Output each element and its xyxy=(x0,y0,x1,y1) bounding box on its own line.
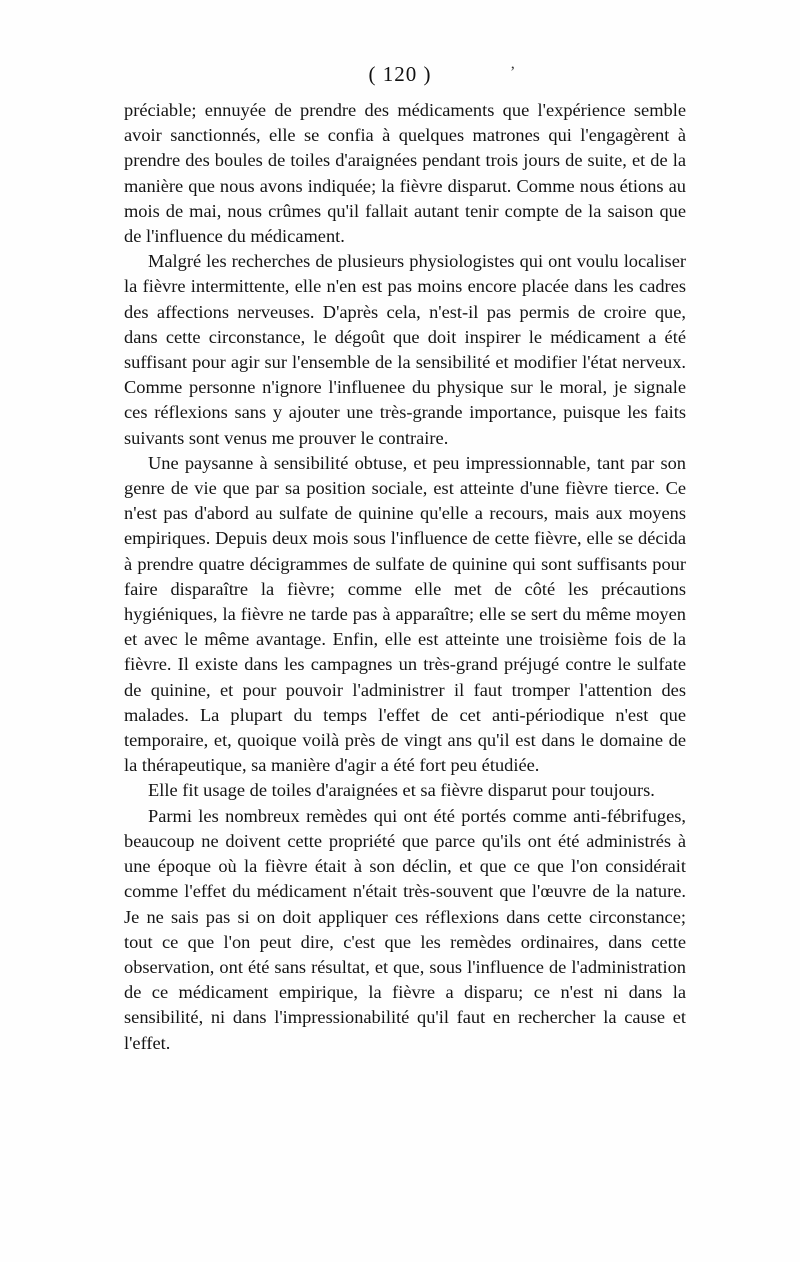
paragraph-5: Parmi les nombreux remèdes qui ont été portés comme anti-fébrifuges, beaucoup ne doivent cette propriété que parce qu'ils ont été administrés à une époque où la fièvre était à son déclin, et que ce que l'on considérait comme l'effet du médicament n'était très-souvent que l'œuvre de la nature. Je ne sais pas si on doit appliquer ces réflexions dans cette circonstance; tout ce que l'on peut dire, c'est que les remèdes ordinaires, dans cette observation, ont été sans résultat, et que, sous l'influence de l'administration de ce médicament empirique, la fièvre a disparu; ce n'est ni dans la sensibilité, ni dans l'impressionabilité qu'il faut en rechercher la cause et l'effet. xyxy=(124,805,686,1053)
paragraph-1: préciable; ennuyée de prendre des médicaments que l'expérience semble avoir sanctionnés, elle se confia à quelques matrones qui l'engagèrent à prendre des boules de toiles d'araignées pendant trois jours de suite, et de la manière que nous avons indiquée; la fièvre disparut. Comme nous étions au mois de mai, nous crûmes qu'il fallait autant tenir compte de la saison que de l'influence du médicament. xyxy=(124,100,686,247)
paragraph-3: Une paysanne à sensibilité obtuse, et peu impressionnable, tant par son genre de vie que par sa position sociale, est atteinte d'une fièvre tierce. Ce n'est pas d'abord au sulfate de quinine qu'elle a recours, mais aux moyens empiriques. Depuis deux mois sous l'influence de cette fièvre, elle se décida à prendre quatre décigrammes de sulfate de quinine qui sont suffisants pour faire disparaître la fièvre; comme elle met de côté les précautions hygiéniques, la fièvre ne tarde pas à apparaître; elle se sert du même moyen et avec le même avantage. Enfin, elle est atteinte une troisième fois de la fièvre. Il existe dans les campagnes un très-grand préjugé contre le sulfate de quinine, et pour pouvoir l'administrer il faut tromper l'attention des malades. La plupart du temps l'effet de cet anti-périodique n'est que temporaire, et, quoique voilà près de vingt ans qu'il est dans le domaine de la thérapeutique, sa manière d'agir a été fort peu étudiée. xyxy=(124,452,686,776)
page-number: ( 120 ) xyxy=(368,62,432,86)
paragraph-4: Elle fit usage de toiles d'araignées et sa fièvre disparut pour toujours. xyxy=(148,780,655,801)
body-text xyxy=(124,98,686,1056)
paragraph-2: Malgré les recherches de plusieurs physiologistes qui ont voulu localiser la fièvre intermittente, elle n'en est pas moins encore placée dans les cadres des affections nerveuses. D'après cela, n'est-il pas permis de croire que, dans cette circonstance, le dégoût que doit inspirer le médicament a été suffisant pour agir sur l'ensemble de la sensibilité et modifier l'état nerveux. Comme personne n'ignore l'influenee du physique sur le moral, je signale ces réflexions sans y ajouter une très-grande importance, puisque les faits suivants sont venus me prouver le contraire. xyxy=(124,251,686,448)
stray-ink-mark: ʼ xyxy=(510,64,516,81)
